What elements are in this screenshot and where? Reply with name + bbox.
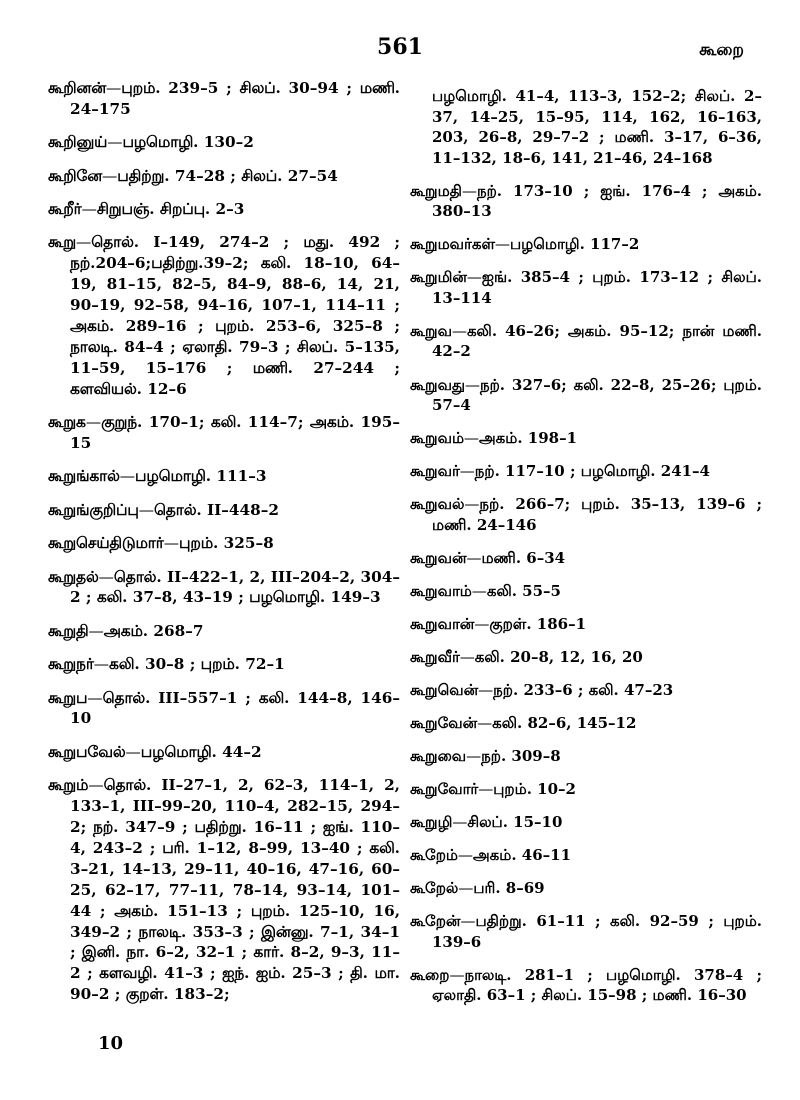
references: கலி. 46–26; அகம். 95–12; நான் மணி. 42–2	[432, 321, 762, 361]
index-entry	[410, 181, 762, 222]
references: மணி. 6–34	[481, 548, 566, 567]
index-entry	[410, 494, 762, 535]
headword: கூறுவன்	[410, 548, 467, 567]
dash-separator: —	[451, 321, 467, 340]
references: பழமொழி. 44–2	[140, 742, 262, 761]
index-entry	[410, 779, 762, 800]
headword: கூறினன்	[48, 79, 106, 97]
headword: கூறுப	[48, 688, 88, 707]
dash-separator: —	[464, 495, 480, 514]
headword: கூறு	[48, 233, 77, 252]
index-entry	[410, 614, 762, 635]
references: பதிற்று. 61–11 ; கலி. 92–59 ; புறம். 139–6	[432, 912, 762, 951]
dash-separator: —	[85, 413, 102, 432]
references: சிலப். 15–10	[467, 813, 563, 832]
index-entry	[410, 746, 762, 767]
dash-separator: —	[464, 429, 480, 448]
headword: கூறுமின்	[410, 268, 467, 287]
headword: கூறுவான்	[410, 614, 475, 633]
headword: கூறேம்	[410, 846, 458, 865]
dash-separator: —	[125, 742, 141, 761]
references: தொல். II–27–1, 2, 62–3, 114–1, 2, 133–1, III–99–20, 110–4, 282–15, 294–2; நற். 347–9 ; பதிற்று. 16–11 ; ஐங். 110–4, 243–2 ; பரி. 1–12, 8–99, 13–40 ; கலி. 3–21, 14–13, 29–11, 40–16, 47–16, 60–25, 62–17, 77–11, 78–14, 93–14, 101–44 ; அகம். 151–13 ; புறம். 125–10, 16, 349–2 ; நாலடி. 353–3 ; இன்னு. 7–1, 34–1 ; இனி. நா. 6–2, 32–1 ; கார். 8–2, 9–3, 11–2 ; களவழி. 41–3 ; ஐந். ஐம். 25–3 ; தி. மா. 90–2 ; குறள். 183–2;	[70, 776, 400, 1004]
index-entry	[48, 199, 400, 220]
references: நற். 233–6 ; கலி. 47–23	[493, 680, 674, 699]
references: நற். 266–7; புறம். 35–13, 139–6 ; மணி. 24–146	[432, 495, 762, 534]
signature-mark: 10	[98, 1033, 124, 1054]
index-entry	[410, 911, 762, 952]
index-entry	[410, 234, 762, 255]
index-entry	[410, 812, 762, 833]
headword: கூறுவாம்	[410, 581, 472, 600]
index-entry	[48, 533, 400, 554]
index-entry	[48, 232, 400, 399]
headword: கூறினே	[48, 166, 103, 185]
references: கலி. 30–8 ; புறம். 72–1	[109, 655, 285, 674]
references: புறம். 325–8	[179, 534, 274, 553]
dash-separator: —	[460, 912, 476, 931]
index-entry	[410, 548, 762, 569]
dash-separator: —	[466, 747, 482, 766]
index-entry	[48, 654, 400, 675]
index-entry	[48, 78, 400, 120]
index-entry	[410, 845, 762, 866]
dash-separator: —	[466, 548, 482, 567]
headword: கூறுதல்	[48, 567, 99, 586]
dash-separator: —	[449, 965, 465, 984]
dash-separator: —	[471, 581, 487, 600]
dash-separator: —	[81, 200, 97, 219]
dash-separator: —	[88, 776, 104, 795]
references: நற். 173–10 ; ஐங். 176–4 ; அகம். 380–13	[432, 181, 762, 221]
references: நற். 327–6; கலி. 22–8, 25–26; புறம். 57–4	[432, 375, 762, 415]
index-entry	[410, 267, 762, 308]
headword: கூறுவேன்	[410, 714, 478, 733]
references: கலி. 82–6, 145–12	[492, 714, 637, 733]
dash-separator: —	[163, 534, 179, 553]
references: புறம். 239–5 ; சிலப். 30–94 ; மணி. 24–175	[70, 79, 400, 118]
dash-separator: —	[102, 166, 118, 185]
running-head: கூறை	[699, 40, 744, 60]
references: புறம். 10–2	[493, 780, 576, 799]
references: நாலடி. 281–1 ; பழமொழி. 378–4 ; ஏலாதி. 63–1 ; சிலப். 15–98 ; மணி. 16–30	[432, 965, 762, 1005]
index-entry	[410, 581, 762, 602]
references: குறள். 186–1	[489, 614, 587, 633]
references: தொல். I–149, 274–2 ; மது. 492 ; நற்.204–6;பதிற்று.39–2; கலி. 18–10, 64–19, 81–15, 82–5, 84–9, 88–6, 14, 21, 90–19, 92–58, 94–16, 107–1, 114–11 ; அகம். 289–16 ; புறம். 253–6, 325–8 ; நாலடி. 84–4 ; ஏலாதி. 79–3 ; சிலப். 5–135, 11–59, 15–176 ; மணி. 27–244 ; களவியல். 12–6	[70, 233, 400, 398]
headword: கூறுபவேல்	[48, 742, 126, 761]
index-entry	[410, 428, 762, 449]
index-entry	[48, 775, 400, 1005]
index-entry	[410, 461, 762, 482]
headword: கூறுங்கால்	[48, 467, 120, 486]
index-entry	[48, 742, 400, 763]
index-entry	[410, 647, 762, 668]
index-entry	[48, 688, 400, 730]
dash-separator: —	[466, 268, 482, 287]
dash-separator: —	[478, 680, 494, 699]
references: அகம். 268–7	[103, 621, 204, 640]
dash-separator: —	[452, 813, 468, 832]
headword: கூறுவது	[410, 375, 465, 394]
dash-separator: —	[107, 133, 123, 152]
index-entry	[48, 567, 400, 609]
headword: கூறும்	[48, 776, 89, 795]
headword: கூறுவை	[410, 747, 467, 766]
references: பரி. 8–69	[473, 879, 545, 898]
references: கலி. 20–8, 12, 16, 20	[474, 647, 643, 666]
dash-separator: —	[457, 846, 473, 865]
dash-separator: —	[459, 462, 475, 481]
headword: கூறை	[410, 965, 450, 984]
dash-separator: —	[474, 614, 490, 633]
references: தொல். II–448–2	[153, 500, 279, 519]
dash-separator: —	[458, 879, 474, 898]
index-entry	[48, 166, 400, 187]
headword: கூறுமதி	[410, 181, 462, 200]
references: அகம். 46–11	[472, 846, 572, 865]
headword: கூறுவர்	[410, 462, 460, 481]
headword: கூறுவல்	[410, 495, 465, 514]
references: பழமொழி. 41–4, 113–3, 152–2; சிலப். 2–37, 14–25, 15–95, 114, 162, 16–163, 203, 26–8, 29–7–2 ; மணி. 3–17, 6–36, 11–132, 18–6, 141, 21–46, 24–168	[432, 87, 762, 167]
references: பழமொழி. 117–2	[509, 235, 640, 254]
headword: கூறுமவர்கள்	[410, 235, 495, 254]
index-entry	[410, 86, 762, 168]
headword: கூறுக	[48, 413, 86, 432]
dash-separator: —	[98, 567, 114, 586]
references: பதிற்று. 74–28 ; சிலப். 27–54	[117, 166, 338, 185]
references: ஐங். 385–4 ; புறம். 173–12 ; சிலப். 13–114	[432, 268, 762, 307]
index-entry	[410, 878, 762, 899]
headword: கூறீர்	[48, 200, 82, 219]
index-entry	[410, 321, 762, 362]
dash-separator: —	[494, 235, 510, 254]
headword: கூறுவீர்	[410, 647, 460, 666]
references: அகம். 198–1	[479, 429, 578, 448]
references: கலி. 55–5	[486, 581, 561, 600]
index-entry	[48, 412, 400, 454]
dash-separator: —	[93, 655, 110, 674]
headword: கூறுதி	[48, 621, 89, 640]
references: பழமொழி. 130–2	[122, 133, 254, 152]
dash-separator: —	[461, 181, 477, 200]
references: சிறுபஞ். சிறப்பு. 2–3	[96, 200, 245, 219]
references: தொல். III–557–1 ; கலி. 144–8, 146–10	[70, 688, 400, 728]
headword: கூறுநர்	[48, 655, 94, 674]
index-entry	[410, 680, 762, 701]
dash-separator: —	[106, 79, 122, 97]
dash-separator: —	[459, 647, 475, 666]
dash-separator: —	[119, 467, 136, 486]
index-entry	[48, 132, 400, 153]
dash-separator: —	[478, 780, 494, 799]
headword: கூறுவ	[410, 321, 452, 340]
index-entry	[410, 965, 762, 1006]
index-entry	[410, 713, 762, 734]
right-column	[410, 86, 762, 1019]
headword: கூறேல்	[410, 879, 459, 898]
index-entry	[48, 466, 400, 487]
dash-separator: —	[464, 375, 480, 394]
headword: கூறுழி	[410, 813, 453, 832]
headword: கூறினுய்	[48, 133, 108, 152]
references: பழமொழி. 111–3	[135, 467, 267, 486]
dash-separator: —	[138, 500, 154, 519]
index-entry	[48, 500, 400, 521]
index-entry	[410, 375, 762, 416]
headword: கூறேன்	[410, 912, 461, 931]
index-entry	[48, 621, 400, 642]
page-number: 561	[377, 34, 423, 60]
left-column	[48, 78, 400, 1018]
dash-separator: —	[477, 714, 493, 733]
headword: கூறுசெய்திடுமார்	[48, 534, 164, 553]
dash-separator: —	[88, 621, 104, 640]
dash-separator: —	[76, 233, 92, 252]
dash-separator: —	[87, 688, 103, 707]
headword: கூறுங்குறிப்பு	[48, 500, 139, 519]
references: தொல். II–422–1, 2, III–204–2, 304–2 ; கலி. 37–8, 43–19 ; பழமொழி. 149–3	[70, 567, 400, 607]
references: நற். 309–8	[481, 747, 561, 766]
references: நற். 117–10 ; பழமொழி. 241–4	[474, 462, 710, 481]
headword: கூறுவோர்	[410, 780, 479, 799]
headword: கூறுவம்	[410, 429, 465, 448]
references: குறுந். 170–1; கலி. 114–7; அகம். 195–15	[70, 413, 400, 452]
headword: கூறுவென்	[410, 680, 479, 699]
